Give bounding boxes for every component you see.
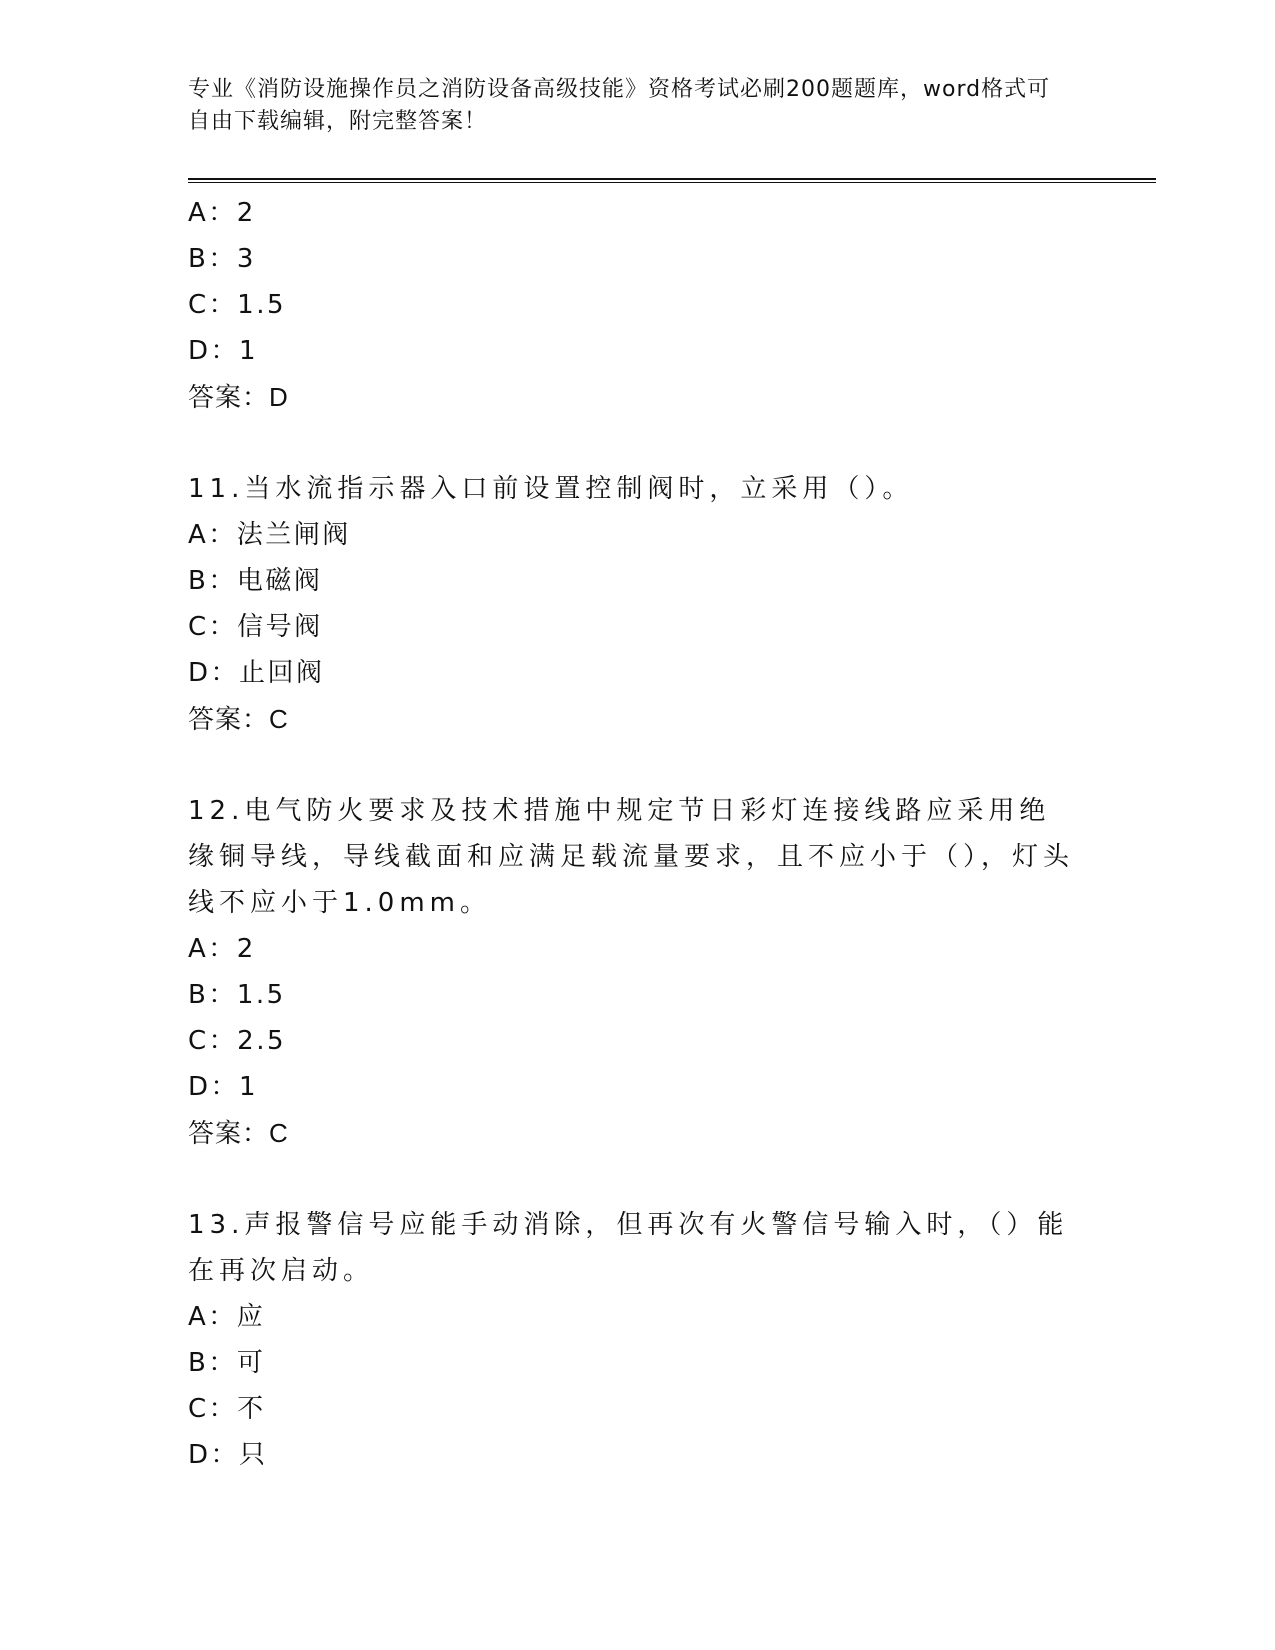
option-text: 不 <box>237 1394 266 1424</box>
option-text: 1 <box>239 336 259 366</box>
answer-line: 答案：C <box>188 704 289 734</box>
option-d <box>188 328 1088 374</box>
option-text: 2.5 <box>237 1026 287 1056</box>
option-d <box>188 1064 1088 1110</box>
option-b <box>188 972 1088 1018</box>
spacer <box>188 420 1088 466</box>
question-text: 11.当水流指示器入口前设置控制阀时，立采用（）。 <box>188 474 914 504</box>
option-c <box>188 282 1088 328</box>
option-text: 电磁阀 <box>236 566 323 596</box>
option-label: D： <box>188 1440 240 1470</box>
option-a <box>188 926 1088 972</box>
option-text: 1.5 <box>236 980 286 1010</box>
option-text: 可 <box>236 1348 266 1378</box>
question-text: 12.电气防火要求及技术措施中规定节日彩灯连接线路应采用绝缘铜导线，导线截面和应满足载流量要求，且不应小于（），灯头线不应小于1.0mm。 <box>188 796 1075 918</box>
option-b <box>188 1340 1088 1386</box>
option-label: D： <box>188 336 240 366</box>
header-rule-thin <box>188 182 1156 183</box>
option-label: D： <box>188 658 240 688</box>
option-text: 1.5 <box>237 290 287 320</box>
spacer <box>188 742 1088 788</box>
prev-question-options <box>188 190 1088 420</box>
option-text: 1 <box>239 1072 259 1102</box>
option-text: 止回阀 <box>239 658 325 688</box>
option-label: C： <box>188 1026 238 1056</box>
option-d <box>188 650 1088 696</box>
option-label: C： <box>188 290 238 320</box>
option-text: 只 <box>239 1440 268 1470</box>
option-text: 应 <box>236 1302 266 1332</box>
option-text: 2 <box>236 934 256 964</box>
document-body <box>188 190 1088 1478</box>
option-b <box>188 236 1088 282</box>
option-label: A： <box>188 934 237 964</box>
question-13 <box>188 1202 1088 1478</box>
document-header: 专业《消防设施操作员之消防设备高级技能》资格考试必刷200题题库，word格式可自由下载编辑，附完整答案！ <box>188 77 1051 134</box>
option-c <box>188 1018 1088 1064</box>
answer-line: 答案：D <box>188 382 289 412</box>
option-label: A： <box>188 1302 237 1332</box>
option-label: C： <box>188 1394 238 1424</box>
spacer <box>188 1156 1088 1202</box>
header-rule-thick <box>188 178 1156 180</box>
question-12 <box>188 788 1088 1156</box>
option-d <box>188 1432 1088 1478</box>
option-text: 信号阀 <box>237 612 323 642</box>
option-text: 法兰闸阀 <box>236 520 351 550</box>
option-label: A： <box>188 198 237 228</box>
option-label: C： <box>188 612 238 642</box>
option-label: D： <box>188 1072 240 1102</box>
option-a <box>188 1294 1088 1340</box>
option-a <box>188 512 1088 558</box>
question-text: 13.声报警信号应能手动消除，但再次有火警信号输入时，（）能在再次启动。 <box>188 1210 1069 1286</box>
option-c <box>188 1386 1088 1432</box>
option-b <box>188 558 1088 604</box>
option-text: 3 <box>236 244 256 274</box>
option-label: B： <box>188 244 237 274</box>
option-label: B： <box>188 566 237 596</box>
option-c <box>188 604 1088 650</box>
answer-line: 答案：C <box>188 1118 289 1148</box>
question-11 <box>188 466 1088 742</box>
option-label: B： <box>188 980 237 1010</box>
option-label: A： <box>188 520 237 550</box>
option-label: B： <box>188 1348 237 1378</box>
option-text: 2 <box>236 198 256 228</box>
option-a <box>188 190 1088 236</box>
